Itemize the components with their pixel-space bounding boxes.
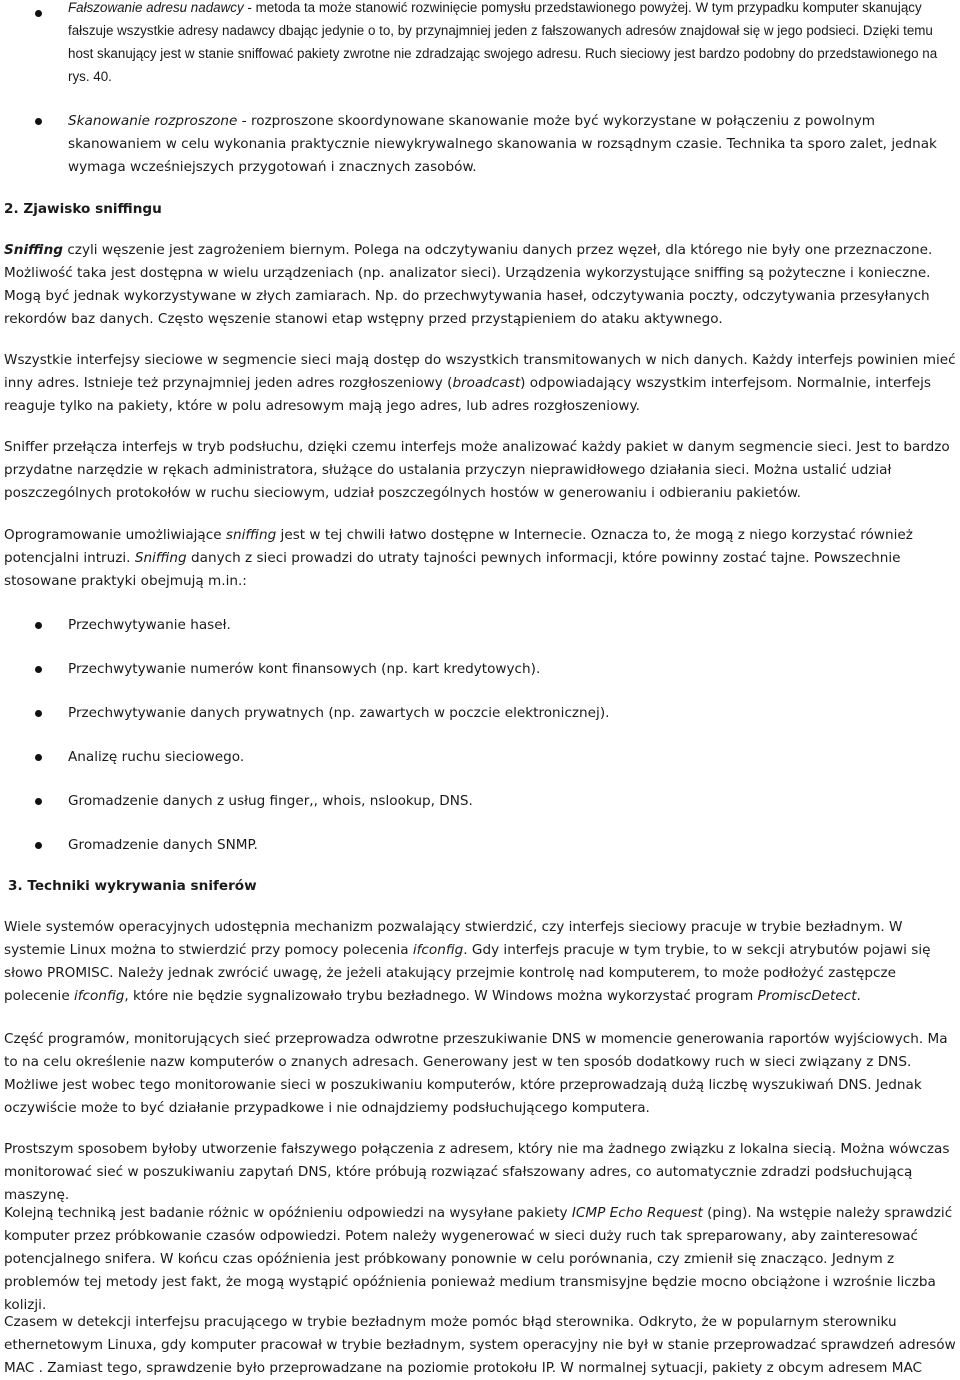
- paragraph-text: . Gdy interfejs pracuje w tym trybie, to w sekcji atrybutów pojawi się słowo PROMISC. Należy jednak zwrócić uwagę, że jeżeli atakujący przejmie kontrolę nad komputerem, to może podłożyć zastępcze polecenie: [4, 942, 931, 1004]
- bullet-lead: Skanowanie rozproszone: [68, 113, 238, 129]
- paragraph-text: czyli węszenie jest zagrożeniem biernym. Polega na odczytywaniu danych przez węzeł, dla którego nie były one przeznaczone. Możliwość taka jest dostępna w wielu urządzeniach (np. analizator sieci). Urządzenia wykorzystujące sniffing są pożyteczne i konieczne. Mogą być jednak wykorzystywane w złych zamiarach. Np. do przechwytywania haseł, odczytywania poczty, odczytywania przesyłanych rekordów baz danych. Często węszenie stanowi etap wstępny przed przystąpieniem do ataku aktywnego.: [4, 242, 933, 327]
- term: sniffing: [225, 527, 277, 543]
- paragraph: [4, 1202, 956, 1317]
- paragraph: [4, 916, 956, 1008]
- bullet-dot: [35, 666, 42, 673]
- section-heading: 2. Zjawisko sniffingu: [4, 201, 162, 217]
- bullet-distributed-scan: [68, 110, 956, 179]
- paragraph-text: ) odpowiadający wszystkim interfejsom. Normalnie, interfejs reaguje tylko na pakiety, które w polu adresowym mają jego adres, lub adres rozgłoszeniowy.: [4, 375, 931, 414]
- paragraph-text: Wiele systemów operacyjnych udostępnia mechanizm pozwalający stwierdzić, czy interfejs sieciowy pracuje w trybie bezładnym. W systemie Linux można to stwierdzić przy pomocy polecenia: [4, 919, 903, 958]
- paragraph-text: danych z sieci prowadzi do utraty tajności pewnych informacji, które powinny zostać tajne. Powszechnie stosowane praktyki obejmują m.in.:: [4, 550, 901, 589]
- list-item: Gromadzenie danych z usług finger,, whois, nslookup, DNS.: [68, 793, 473, 809]
- term: ifconfig: [412, 942, 464, 958]
- paragraph: [4, 239, 956, 331]
- paragraph: [4, 349, 956, 418]
- section-heading: 3. Techniki wykrywania sniferów: [8, 878, 257, 894]
- list-item: Gromadzenie danych SNMP.: [68, 837, 258, 853]
- term: ifconfig: [74, 988, 125, 1004]
- bullet-dot: [35, 754, 42, 761]
- term: Sniffing: [134, 550, 187, 566]
- paragraph: Sniffer przełącza interfejs w tryb podsłuchu, dzięki czemu interfejs może analizować każdy pakiet w danym segmencie sieci. Jest to bardzo przydatne narzędzie w rękach administratora, służące do ustalania przyczyn nieprawidłowego działania sieci. Można ustalić udział poszczególnych protokołów w ruchu sieciowym, udział poszczególnych hostów w generowaniu i odbieraniu pakietów.: [4, 439, 950, 501]
- paragraph: Prostszym sposobem byłoby utworzenie fałszywego połączenia z adresem, który nie ma żadnego związku z lokalna siecią. Można wówczas monitorować sieć w poszukiwaniu zapytań DNS, które próbują rozwiązać sfałszowany adres, co automatycznie zdradzi podsłuchującą maszynę.: [4, 1141, 950, 1203]
- paragraph: Część programów, monitorujących sieć przeprowadza odwrotne przeszukiwanie DNS w momencie generowania raportów wyjściowych. Ma to na celu określenie nazw komputerów o znanych adresach. Generowany jest w ten sposób dodatkowy ruch w sieci związany z DNS. Możliwe jest wobec tego monitorowanie sieci w poszukiwaniu komputerów, które przeprowadzają dużą liczbę wyszukiwań DNS. Jednak oczywiście może to być działanie przypadkowe i nie odnajdziemy podsłuchującego komputera.: [4, 1031, 948, 1116]
- paragraph-text: .: [856, 988, 861, 1004]
- bullet-lead: Fałszowanie adresu nadawcy: [68, 0, 244, 15]
- term: PromiscDetect: [757, 988, 857, 1004]
- term: Sniffing: [4, 242, 64, 258]
- list-item: Przechwytywanie danych prywatnych (np. zawartych w poczcie elektronicznej).: [68, 705, 610, 721]
- bullet-dot: [35, 10, 42, 17]
- list-item: Przechwytywanie numerów kont finansowych (np. kart kredytowych).: [68, 661, 541, 677]
- bullet-dot: [35, 710, 42, 717]
- paragraph-text: , które nie będzie sygnalizowało trybu bezładnego. W Windows można wykorzystać program: [124, 988, 758, 1004]
- bullet-dot: [35, 798, 42, 805]
- paragraph-text: Wszystkie interfejsy sieciowe w segmencie sieci mają dostęp do wszystkich transmitowanych w nich danych. Każdy interfejs powinien mieć inny adres. Istnieje też przynajmniej jeden adres rozgłoszeniowy (: [4, 352, 956, 391]
- bullet-dot: [35, 622, 42, 629]
- paragraph: [4, 524, 956, 593]
- term: broadcast: [452, 375, 521, 391]
- paragraph-text: Oprogramowanie umożliwiające: [4, 527, 226, 543]
- bullet-dot: [35, 842, 42, 849]
- list-item: Przechwytywanie haseł.: [68, 617, 231, 633]
- bullet-text: - rozproszone skoordynowane skanowanie może być wykorzystane w połączeniu z powolnym skanowaniem w celu wykonania praktycznie niewykrywalnego skanowania w rozsądnym czasie. Technika ta sporo zalet, jednak wymaga wcześniejszych przygotowań i znacznych zasobów.: [68, 113, 937, 175]
- list-item: Analizę ruchu sieciowego.: [68, 749, 245, 765]
- bullet-dot: [35, 118, 42, 125]
- bullet-spoofed-sender: [68, 0, 956, 88]
- paragraph-text: (ping). Na wstępie należy sprawdzić komputer przez próbkowanie czasów odpowiedzi. Potem należy wygenerować w sieci duży ruch tak spreparowany, aby zainteresować potencjalnego snifera. W końcu czas opóźnienia jest próbkowany ponownie w celu porównania, czy zmienił się znacząco. Jednym z problemów tej metody jest fakt, że mogą wystąpić opóźnienia ponieważ medium transmisyjne będzie mocno obciążone i wzrośnie liczba kolizji.: [4, 1205, 953, 1313]
- paragraph-text: Kolejną techniką jest badanie różnic w opóźnieniu odpowiedzi na wysyłane pakiety: [4, 1205, 572, 1221]
- paragraph: Czasem w detekcji interfejsu pracującego w trybie bezładnym może pomóc błąd sterownika. Odkryto, że w popularnym sterowniku ethernetowym Linuxa, gdy komputer pracował w trybie bezładnym, system operacyjny nie był w stanie przeprowadzać sprawdzeń adresów MAC . Zamiast tego, sprawdzenie było przeprowadzane na poziomie protokołu IP. W normalnej sytuacji, pakiety z obcym adresem MAC: [4, 1314, 956, 1376]
- bullet-text: - metoda ta może stanowić rozwinięcie pomysłu przedstawionego powyżej. W tym przypadku komputer skanujący fałszuje wszystkie adresy nadawcy dbając jedynie o to, by przynajmniej jeden z fałszowanych adresów znajdował się w jego podsieci. Dzięki temu host skanujący jest w stanie sniffować pakiety zwrotne nie zdradzając swojego adresu. Ruch sieciowy jest bardzo podobny do przedstawionego na rys. 40.: [68, 0, 938, 84]
- paragraph-text: jest w tej chwili łatwo dostępne w Internecie. Oznacza to, że mogą z niego korzystać również potencjalni intruzi.: [4, 527, 913, 566]
- term: ICMP Echo Request: [571, 1205, 703, 1221]
